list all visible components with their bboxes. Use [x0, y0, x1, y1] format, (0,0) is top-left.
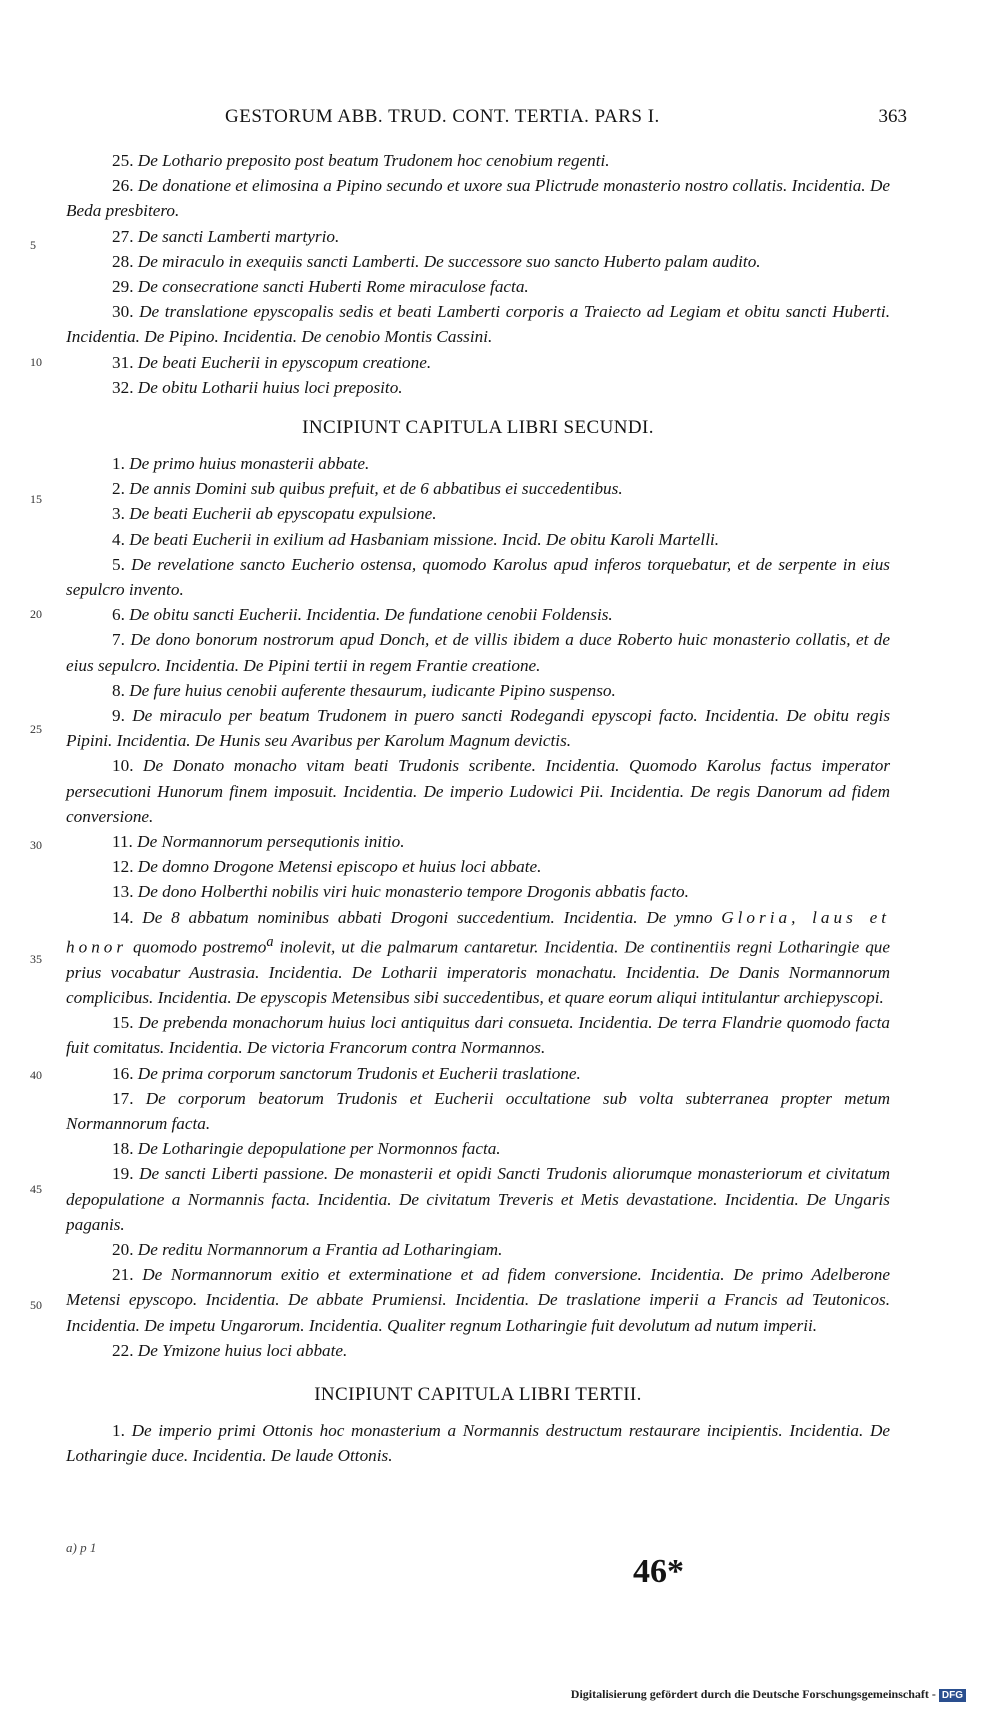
chapter-entry: 11. De Normannorum persequtionis initio.	[112, 832, 405, 852]
hymn-title: Gloria, laus et honor	[66, 907, 891, 957]
footnote-reference: a	[266, 933, 274, 950]
chapter-entry: 28. De miraculo in exequiis sancti Lamberti. De successore suo sancto Huberto palam audito.	[112, 251, 761, 271]
chapter-entry: 15. De prebenda monachorum huius loci antiquitus dari consueta. Incidentia. De terra Flandrie quomodo facta fuit comitatus. Incidentia. De victoria Francorum contra Normannos.	[66, 1013, 891, 1058]
book-heading: INCIPIUNT CAPITULA LIBRI SECUNDI.	[302, 417, 654, 439]
chapter-entry: 2. De annis Domini sub quibus prefuit, et de 6 abbatibus ei succedentibus.	[112, 479, 623, 499]
chapter-entry: 16. De prima corporum sanctorum Trudonis et Eucherii traslatione.	[112, 1063, 581, 1083]
dfg-logo: DFG	[939, 1689, 966, 1702]
line-number: 30	[30, 838, 42, 852]
chapter-entry: 8. De fure huius cenobii auferente thesaurum, iudicante Pipino suspenso.	[112, 680, 616, 700]
chapter-entry: 9. De miraculo per beatum Trudonem in puero sancti Rodegandi epyscopi facto. Incidentia. De obitu regis Pipini. Incidentia. De Hunis seu Avaribus per Karolum Magnum devictis.	[66, 706, 891, 751]
line-number-margin	[30, 0, 60, 1711]
running-head	[225, 106, 925, 132]
chapter-entry: 6. De obitu sancti Eucherii. Incidentia. De fundatione cenobii Foldensis.	[112, 605, 613, 625]
chapter-entry: 14. De 8 abbatum nominibus abbati Drogoni succedentium. Incidentia. De ymno Gloria, laus et honor quomodo postremo$^a$ inolevit, ut die palmarum cantaretur. Incidentia. De continentiis regni Lotharingie que prius vocabatur Austrasia. Incidentia. De Lotharii imperatoris monachatu. Incidentia. De Danis Normannorum complicibus. Incidentia. De epyscopis Metensibus sibi succedentibus, et quare eorum aliqui intitulantur archiepyscopi.	[66, 907, 891, 1008]
chapter-entry: 32. De obitu Lotharii huius loci preposito.	[112, 377, 403, 397]
chapter-entry: 7. De dono bonorum nostrorum apud Donch, et de villis ibidem a duce Roberto huic monasterio collatis, et de eius sepulcro. Incidentia. De Pipini tertii in regem Frantie creatione.	[66, 630, 891, 675]
chapter-entry: 29. De consecratione sancti Huberti Rome miraculose facta.	[112, 277, 529, 297]
running-title: GESTORUM ABB. TRUD. CONT. TERTIA. PARS I.	[225, 106, 660, 127]
line-number: 25	[30, 722, 42, 736]
chapter-entry: 13. De dono Holberthi nobilis viri huic monasterio tempore Drogonis abbatis facto.	[112, 882, 689, 902]
line-number: 10	[30, 355, 42, 369]
chapter-entry: 1. De primo huius monasterii abbate.	[112, 454, 370, 474]
chapter-list	[66, 148, 890, 1468]
chapter-entry: 5. De revelatione sancto Eucherio ostensa, quomodo Karolus apud inferos torquebatur, et de serpente in eius sepulcro invento.	[66, 554, 890, 600]
line-number: 50	[30, 1298, 42, 1312]
chapter-entry: 20. De reditu Normannorum a Frantia ad Lotharingiam.	[112, 1240, 503, 1260]
line-number: 40	[30, 1068, 42, 1082]
chapter-entry: 12. De domno Drogone Metensi episcopo et huius loci abbate.	[112, 857, 542, 877]
page-number: 363	[878, 106, 907, 127]
chapter-entry: 26. De donatione et elimosina a Pipino secundo et uxore sua Plictrude monasterio nostro collatis. Incidentia. De Beda presbitero.	[66, 176, 890, 221]
chapter-entry: 25. De Lothario preposito post beatum Trudonem hoc cenobium regenti.	[112, 151, 610, 170]
line-number: 15	[30, 492, 42, 506]
line-number: 5	[30, 238, 36, 252]
chapter-entry: 31. De beati Eucherii in epyscopum creatione.	[112, 352, 432, 372]
chapter-entry: 19. De sancti Liberti passione. De monasterii et opidi Sancti Trudonis aliorumque monasteriorum et civitatum depopulatione a Normannis facta. Incidentia. De civitatum Treveris et Metis devastatione. Incidentia. De Ungaris paganis.	[66, 1164, 891, 1234]
line-number: 35	[30, 952, 42, 966]
signature-mark: 46*	[633, 1553, 684, 1590]
footnote: a) p 1	[66, 1540, 97, 1555]
chapter-entry: 1. De imperio primi Ottonis hoc monasterium a Normannis destructum restaurare incipientis. Incidentia. De Lotharingie duce. Incidentia. De laude Ottonis.	[66, 1421, 891, 1466]
chapter-entry: 10. De Donato monacho vitam beati Trudonis scribente. Incidentia. Quomodo Karolus factus imperator persecutioni Hunorum finem imposuit. Incidentia. De imperio Ludowici Pii. Incidentia. De regis Danorum ad fidem conversione.	[66, 756, 891, 826]
funding-notice	[571, 1687, 966, 1702]
chapter-entry: 3. De beati Eucherii ab epyscopatu expulsione.	[112, 504, 437, 524]
funding-text: Digitalisierung gefördert durch die Deutsche Forschungsgemeinschaft -	[570, 1687, 936, 1701]
chapter-entry: 27. De sancti Lamberti martyrio.	[112, 226, 340, 246]
line-number: 20	[30, 607, 42, 621]
chapter-entry: 18. De Lotharingie depopulatione per Normonnos facta.	[112, 1139, 501, 1159]
book-heading: INCIPIUNT CAPITULA LIBRI TERTII.	[314, 1384, 642, 1406]
chapter-entry: 21. De Normannorum exitio et exterminatione et ad fidem conversione. Incidentia. De primo Adelberone Metensi epyscopo. Incidentia. De abbate Prumiensi. Incidentia. De traslatione imperii a Francis ad Teutonicos. Incidentia. De impetu Ungarorum. Incidentia. Qualiter regnum Lotharingie fuit devolutum ad nutum imperii.	[66, 1265, 890, 1335]
chapter-entry: 17. De corporum beatorum Trudonis et Eucherii occultatione sub volta subterranea propter metum Normannorum facta.	[66, 1088, 891, 1134]
chapter-entry: 30. De translatione epyscopalis sedis et beati Lamberti corporis a Traiecto ad Legiam et obitu sancti Huberti. Incidentia. De Pipino. Incidentia. De cenobio Montis Cassini.	[66, 302, 891, 347]
chapter-entry: 22. De Ymizone huius loci abbate.	[112, 1340, 348, 1360]
line-number: 45	[30, 1182, 42, 1196]
chapter-entry: 4. De beati Eucherii in exilium ad Hasbaniam missione. Incid. De obitu Karoli Martelli.	[112, 529, 720, 549]
